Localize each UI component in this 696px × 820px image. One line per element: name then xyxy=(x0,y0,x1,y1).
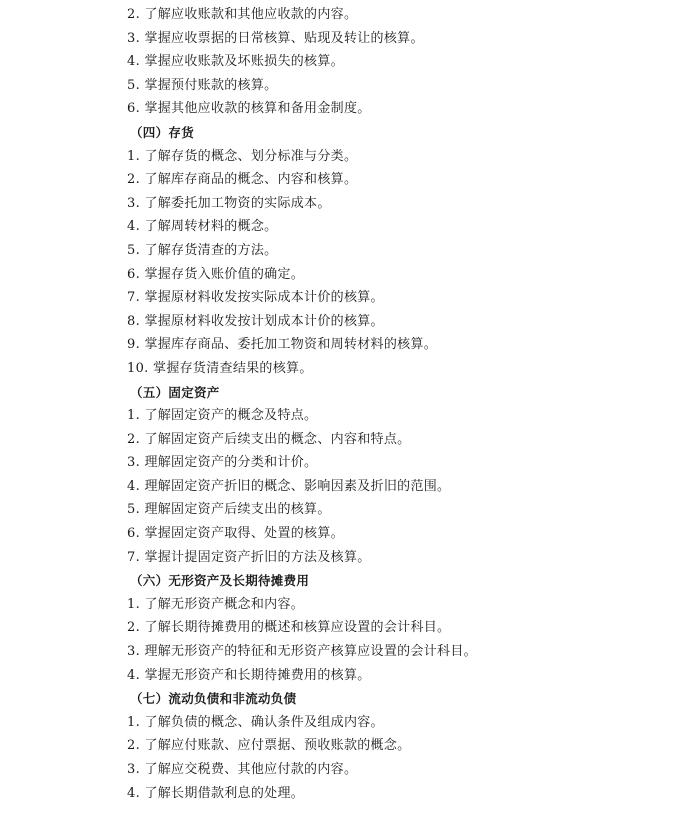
item-text: 了解固定资产后续支出的概念、内容和特点。 xyxy=(144,431,411,447)
item-text: 掌握原材料收发按计划成本计价的核算。 xyxy=(144,313,384,329)
item-text: 掌握应收票据的日常核算、贴现及转让的核算。 xyxy=(144,30,424,46)
item-number: 1. xyxy=(127,408,141,424)
item-text: 了解无形资产概念和内容。 xyxy=(144,596,305,612)
item-text: 了解长期借款利息的处理。 xyxy=(144,785,305,801)
item-number: 2. xyxy=(127,7,141,22)
list-item xyxy=(127,357,676,381)
item-number: 2. xyxy=(127,431,141,447)
section-heading: （四）存货 xyxy=(130,124,195,140)
item-number: 4. xyxy=(127,478,141,494)
item-number: 6. xyxy=(127,526,141,542)
list-item xyxy=(127,616,676,640)
item-number: 3. xyxy=(127,195,141,211)
list-item xyxy=(127,593,676,617)
item-number: 3. xyxy=(127,30,141,46)
item-text: 掌握存货入账价值的确定。 xyxy=(144,266,305,282)
item-text: 了解固定资产的概念及特点。 xyxy=(144,408,318,424)
item-text: 掌握计提固定资产折旧的方法及核算。 xyxy=(144,549,371,565)
item-text: 理解固定资产后续支出的核算。 xyxy=(144,502,331,518)
list-item xyxy=(127,286,676,310)
list-item xyxy=(127,522,676,546)
item-number: 10. xyxy=(127,360,149,376)
syllabus-section xyxy=(127,3,676,121)
item-text: 掌握无形资产和长期待摊费用的核算。 xyxy=(144,667,371,683)
list-item xyxy=(127,215,676,239)
item-number: 4. xyxy=(127,785,141,801)
list-item xyxy=(127,145,676,169)
list-item xyxy=(127,333,676,357)
item-text: 了解库存商品的概念、内容和核算。 xyxy=(144,172,358,188)
item-text: 了解应交税费、其他应付款的内容。 xyxy=(144,762,358,777)
item-text: 了解负债的概念、确认条件及组成内容。 xyxy=(144,714,384,730)
syllabus-section xyxy=(127,569,676,687)
syllabus-section xyxy=(127,121,676,381)
item-text: 掌握存货清查结果的核算。 xyxy=(153,360,313,376)
item-text: 掌握固定资产取得、处置的核算。 xyxy=(144,526,344,542)
syllabus-section xyxy=(127,687,676,805)
list-item xyxy=(127,239,676,263)
item-number: 8. xyxy=(127,313,141,329)
item-text: 掌握应收账款及坏账损失的核算。 xyxy=(144,54,344,70)
item-text: 了解应付账款、应付票据、预收账款的概念。 xyxy=(144,738,411,754)
item-number: 4. xyxy=(127,219,141,235)
item-text: 了解存货清查的方法。 xyxy=(144,242,278,258)
list-item xyxy=(127,734,676,758)
list-item xyxy=(127,546,676,570)
item-number: 9. xyxy=(127,337,141,353)
item-text: 掌握原材料收发按实际成本计价的核算。 xyxy=(144,290,384,306)
section-heading: （五）固定资产 xyxy=(130,384,220,400)
item-number: 3. xyxy=(127,644,141,660)
item-number: 1. xyxy=(127,148,141,164)
section-heading: （六）无形资产及长期待摊费用 xyxy=(130,573,310,589)
item-text: 理解固定资产的分类和计价。 xyxy=(144,455,318,471)
item-number: 4. xyxy=(127,667,141,683)
item-number: 4. xyxy=(127,54,141,70)
list-item xyxy=(127,428,676,452)
item-number: 2. xyxy=(127,738,141,754)
item-text: 了解委托加工物资的实际成本。 xyxy=(144,195,331,211)
list-item xyxy=(127,310,676,334)
item-number: 5. xyxy=(127,502,141,518)
item-text: 了解存货的概念、划分标准与分类。 xyxy=(144,148,358,164)
section-heading: （七）流动负债和非流动负债 xyxy=(130,691,297,707)
list-item xyxy=(127,451,676,475)
list-item xyxy=(127,3,676,27)
item-number: 3. xyxy=(127,455,141,471)
item-text: 掌握其他应收款的核算和备用金制度。 xyxy=(144,101,371,117)
list-item xyxy=(127,640,676,664)
item-text: 理解固定资产折旧的概念、影响因素及折旧的范围。 xyxy=(144,478,451,494)
item-number: 2. xyxy=(127,172,141,188)
list-item xyxy=(127,498,676,522)
list-item xyxy=(127,27,676,51)
list-item xyxy=(127,97,676,121)
item-text: 理解无形资产的特征和无形资产核算应设置的会计科目。 xyxy=(144,644,477,660)
item-text: 了解周转材料的概念。 xyxy=(144,219,278,235)
item-number: 1. xyxy=(127,596,141,612)
syllabus-section xyxy=(127,381,676,570)
item-text: 掌握预付账款的核算。 xyxy=(144,77,278,93)
item-number: 3. xyxy=(127,762,141,777)
list-item xyxy=(127,404,676,428)
item-number: 5. xyxy=(127,242,141,258)
syllabus-content xyxy=(127,3,676,805)
list-item xyxy=(127,168,676,192)
list-item xyxy=(127,50,676,74)
list-item xyxy=(127,782,676,806)
list-item xyxy=(127,758,676,782)
list-item xyxy=(127,475,676,499)
item-number: 6. xyxy=(127,101,141,117)
list-item xyxy=(127,263,676,287)
item-text: 掌握库存商品、委托加工物资和周转材料的核算。 xyxy=(144,337,438,353)
item-number: 2. xyxy=(127,620,141,636)
item-number: 1. xyxy=(127,714,141,730)
item-number: 5. xyxy=(127,77,141,93)
item-number: 6. xyxy=(127,266,141,282)
item-number: 7. xyxy=(127,549,141,565)
item-number: 7. xyxy=(127,290,141,306)
list-item xyxy=(127,74,676,98)
item-text: 了解应收账款和其他应收款的内容。 xyxy=(144,7,358,22)
list-item xyxy=(127,664,676,688)
item-text: 了解长期待摊费用的概述和核算应设置的会计科目。 xyxy=(144,620,451,636)
list-item xyxy=(127,192,676,216)
list-item xyxy=(127,711,676,735)
